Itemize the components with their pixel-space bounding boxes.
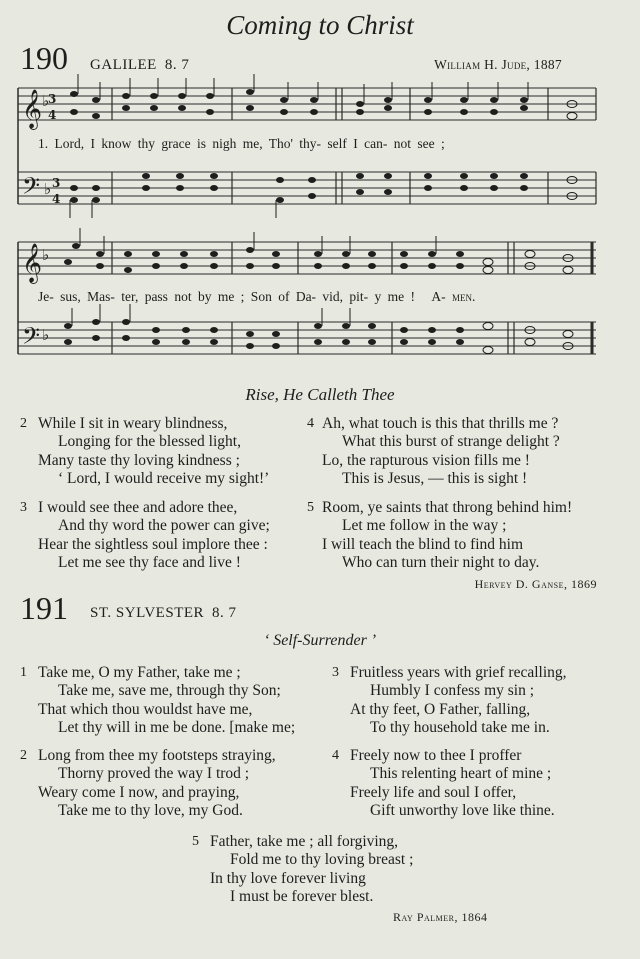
stanza-number: 3 bbox=[332, 665, 339, 680]
svg-text:3: 3 bbox=[48, 92, 57, 106]
stanza-line: This relenting heart of mine ; bbox=[370, 765, 552, 783]
music-notation bbox=[0, 70, 640, 370]
hymn-191-attribution: Ray Palmer, 1864 bbox=[393, 910, 488, 924]
stanza-line: At thy feet, O Father, falling, bbox=[350, 700, 531, 718]
hymn-190-attribution: Hervey D. Ganse, 1869 bbox=[474, 577, 597, 591]
svg-text:3: 3 bbox=[52, 176, 61, 190]
hymn-190-subtitle: Rise, He Calleth Thee bbox=[245, 385, 395, 404]
stanza-number: 3 bbox=[20, 500, 27, 515]
stanza-line: This is Jesus, — this is sight ! bbox=[342, 469, 528, 487]
stanza-190-2 bbox=[20, 415, 270, 488]
stanza-190-3 bbox=[20, 499, 270, 572]
tune-name-191 bbox=[90, 605, 237, 622]
stanza-number: 5 bbox=[307, 500, 314, 515]
lyrics-line-2-text: Je- sus, Mas- ter, pass not by me ; Son of Da- vid, pit- y me ! bbox=[38, 289, 416, 304]
treble-clef-icon: 𝄞 bbox=[22, 243, 43, 283]
stanza-line: Let thy will in me be done. [make me; bbox=[58, 718, 296, 736]
stanza-number: 1 bbox=[20, 665, 27, 680]
stanza-191-5 bbox=[192, 833, 414, 906]
lyrics-line-2 bbox=[38, 289, 475, 305]
tune-meter: 8. 7 bbox=[212, 605, 237, 621]
svg-text:♭: ♭ bbox=[42, 246, 50, 264]
stanza-line: Freely life and soul I offer, bbox=[350, 783, 517, 801]
stanza-line: Fold me to thy loving breast ; bbox=[230, 851, 414, 869]
tune-name-text: ST. SYLVESTER bbox=[90, 605, 205, 621]
stanza-line: Freely now to thee I proffer bbox=[350, 747, 522, 764]
stanza-line: What this burst of strange delight ? bbox=[342, 433, 560, 451]
stanza-line: Long from thee my footsteps straying, bbox=[38, 747, 276, 764]
staff-system1-bass bbox=[18, 172, 596, 204]
tune-name-text: GALILEE bbox=[90, 57, 157, 73]
stanza-line: Ah, what touch is this that thrills me ? bbox=[322, 415, 559, 432]
stanza-line: Thorny proved the way I trod ; bbox=[58, 765, 250, 783]
stanza-line: Take me, O my Father, take me ; bbox=[38, 664, 241, 681]
stanza-line: That which thou wouldst have me, bbox=[38, 700, 253, 718]
stanza-number: 4 bbox=[332, 748, 339, 763]
stanza-191-4 bbox=[332, 747, 555, 820]
page-title: Coming to Christ bbox=[226, 10, 414, 40]
stanza-number: 2 bbox=[20, 748, 27, 763]
stanza-line: Who can turn their night to day. bbox=[342, 553, 540, 571]
stanza-line: Fruitless years with grief recalling, bbox=[350, 664, 567, 681]
composer-credit: William H. Jude, 1887 bbox=[434, 57, 562, 72]
staff-system2-treble bbox=[18, 242, 596, 274]
svg-text:♭: ♭ bbox=[42, 92, 50, 110]
stanza-line: Room, ye saints that throng behind him! bbox=[322, 499, 573, 516]
stanza-line: Take me, save me, through thy Son; bbox=[58, 682, 281, 700]
stanza-number: 5 bbox=[192, 834, 199, 849]
stanza-number: 2 bbox=[20, 416, 27, 431]
amen-label: A- men. bbox=[431, 289, 476, 304]
tune-meter: 8. 7 bbox=[164, 57, 190, 73]
stanza-line: Father, take me ; all forgiving, bbox=[210, 833, 399, 850]
stanza-line: To thy household take me in. bbox=[370, 718, 550, 736]
stanza-191-1 bbox=[20, 664, 296, 737]
bass-clef-icon: 𝄢 bbox=[22, 322, 41, 355]
stanza-191-2 bbox=[20, 747, 276, 820]
hymn-number-191: 191 bbox=[20, 590, 68, 626]
stanza-line: In thy love forever living bbox=[210, 869, 366, 887]
bass-clef-icon: 𝄢 bbox=[22, 172, 41, 205]
treble-clef-icon: 𝄞 bbox=[22, 89, 43, 129]
hymn-191-subtitle: ‘ Self-Surrender ’ bbox=[263, 632, 377, 649]
stanza-line: Gift unworthy love like thine. bbox=[370, 801, 555, 819]
stanza-line: Humbly I confess my sin ; bbox=[370, 682, 535, 700]
stanza-line: Hear the sightless soul implore thee : bbox=[38, 535, 268, 553]
stanza-190-5 bbox=[307, 499, 573, 572]
hymn-number-190: 190 bbox=[20, 40, 68, 76]
svg-text:4: 4 bbox=[48, 108, 57, 122]
stanza-line: Lo, the rapturous vision fills me ! bbox=[322, 451, 530, 469]
lyrics-line-1: 1. Lord, I know thy grace is nigh me, Tho' thy- self I can- not see ; bbox=[38, 136, 445, 151]
staff-system1-treble bbox=[18, 88, 596, 120]
stanza-190-4 bbox=[307, 415, 560, 488]
stanza-number: 4 bbox=[307, 416, 314, 431]
stanza-line: Many taste thy loving kindness ; bbox=[38, 451, 240, 469]
stanza-line: Let me see thy face and live ! bbox=[58, 553, 241, 571]
stanza-line: Take me to thy love, my God. bbox=[58, 801, 243, 819]
stanza-line: Longing for the blessed light, bbox=[58, 433, 241, 451]
stanza-line: I will teach the blind to find him bbox=[322, 535, 524, 553]
stanza-line: I must be forever blest. bbox=[230, 887, 374, 905]
stanza-line: Let me follow in the way ; bbox=[342, 517, 507, 535]
svg-text:♭: ♭ bbox=[44, 180, 52, 198]
stanza-line: ‘ Lord, I would receive my sight!’ bbox=[58, 469, 270, 487]
stanza-line: I would see thee and adore thee, bbox=[38, 499, 238, 516]
stanza-line: And thy word the power can give; bbox=[58, 517, 270, 535]
note-heads bbox=[64, 89, 577, 354]
svg-text:4: 4 bbox=[52, 192, 61, 206]
stanza-191-3 bbox=[332, 664, 567, 737]
stanza-line: While I sit in weary blindness, bbox=[38, 415, 228, 432]
svg-text:♭: ♭ bbox=[42, 326, 50, 344]
staff-system2-bass bbox=[18, 322, 596, 354]
stanza-line: Weary come I now, and praying, bbox=[38, 783, 240, 801]
